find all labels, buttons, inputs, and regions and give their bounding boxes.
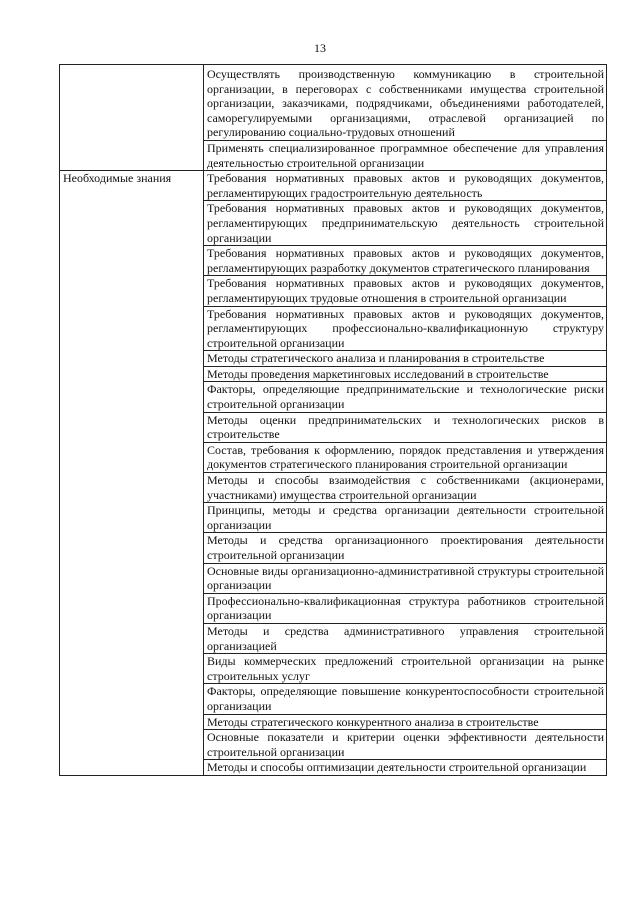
table-cell-knowledge: Методы стратегического конкурентного анализа в строительстве (204, 714, 607, 730)
table-cell-knowledge: Основные виды организационно-административной структуры строительной организации (204, 563, 607, 593)
table-cell-knowledge: Методы и способы взаимодействия с собственниками (акционерами, участниками) имущества строительной организации (204, 473, 607, 503)
table-cell-knowledge: Факторы, определяющие предпринимательские и технологические риски строительной организации (204, 382, 607, 412)
row-label-required-knowledge: Необходимые знания (60, 171, 204, 776)
table-cell-knowledge: Методы стратегического анализа и планирования в строительстве (204, 351, 607, 367)
table-cell-knowledge: Методы и способы оптимизации деятельности строительной организации (204, 760, 607, 776)
table-cell-knowledge: Методы и средства организационного проектирования деятельности строительной организации (204, 533, 607, 563)
requirements-table (59, 64, 607, 776)
table-cell-knowledge: Требования нормативных правовых актов и руководящих документов, регламентирующих разработку документов стратегического планирования (204, 246, 607, 276)
table-row (60, 171, 607, 201)
table-cell-knowledge: Методы проведения маркетинговых исследований в строительстве (204, 366, 607, 382)
table-cell-knowledge: Требования нормативных правовых актов и руководящих документов, регламентирующих трудовые отношения в строительной организации (204, 276, 607, 306)
table-cell-knowledge: Виды коммерческих предложений строительной организации на рынке строительных услуг (204, 654, 607, 684)
page-number: 13 (314, 41, 326, 55)
table-cell-knowledge: Требования нормативных правовых актов и руководящих документов, регламентирующих градостроительную деятельность (204, 171, 607, 201)
table-cell-knowledge: Требования нормативных правовых актов и руководящих документов, регламентирующих предпринимательскую деятельность строительной организации (204, 201, 607, 246)
table-cell-knowledge: Профессионально-квалификационная структура работников строительной организации (204, 593, 607, 623)
table-cell-skill: Осуществлять производственную коммуникацию в строительной организации, в переговорах с собственниками имущества строительной организации, заказчиками, подрядчиками, объединениями работодателей, саморегулируемыми организациями, отраслевой организацией по регулированию социально-трудовых отношений (204, 65, 607, 141)
table-cell-knowledge: Методы оценки предпринимательских и технологических рисков в строительстве (204, 412, 607, 442)
table-cell-knowledge: Основные показатели и критерии оценки эффективности деятельности строительной организации (204, 730, 607, 760)
table-cell-knowledge: Принципы, методы и средства организации деятельности строительной организации (204, 503, 607, 533)
table-cell-knowledge: Требования нормативных правовых актов и руководящих документов, регламентирующих профессионально-квалификационную структуру строительной организации (204, 306, 607, 351)
table-cell-knowledge: Методы и средства административного управления строительной организацией (204, 623, 607, 653)
table-cell-skill: Применять специализированное программное обеспечение для управления деятельностью строительной организации (204, 140, 607, 170)
row-label-empty (60, 65, 204, 171)
table-row (60, 65, 607, 141)
table-cell-knowledge: Состав, требования к оформлению, порядок представления и утверждения документов стратегического планирования строительной организации (204, 442, 607, 472)
table-cell-knowledge: Факторы, определяющие повышение конкурентоспособности строительной организации (204, 684, 607, 714)
